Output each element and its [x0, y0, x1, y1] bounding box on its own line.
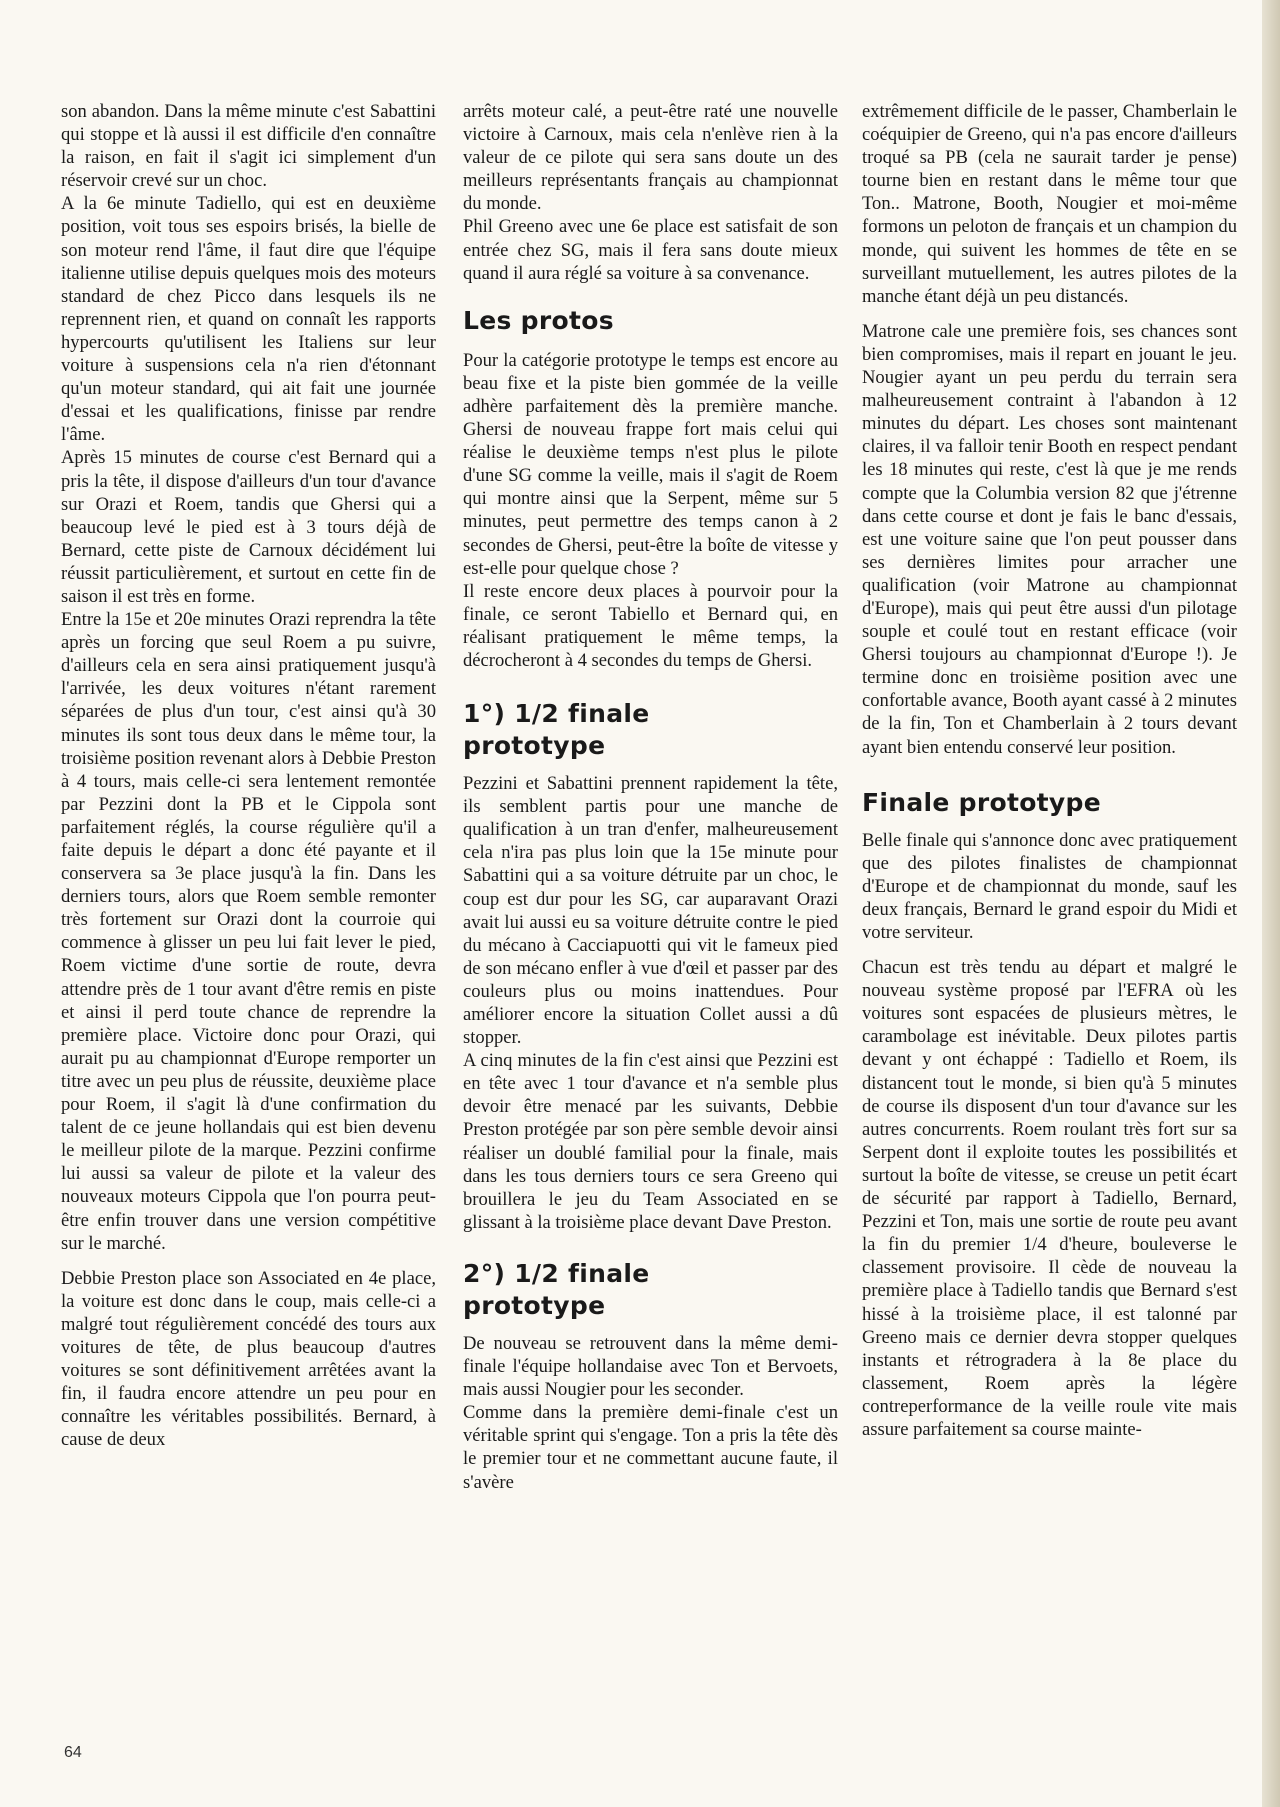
section-heading-protos: Les protos [463, 305, 614, 335]
heading-line: prototype [463, 1290, 606, 1320]
paragraph: son abandon. Dans la même minute c'est Sabattini qui stoppe et là aussi il est difficile d'en connaître la raison, en fait il s'agit ici simplement d'un réservoir crevé sur un choc. [61, 101, 436, 192]
paragraph: Entre la 15e et 20e minutes Orazi reprendra la tête après un forcing que seul Roem a pu suivre, d'ailleurs cela en sera ainsi pratiquement jusqu'à l'arrivée, les deux voitures n'étant rarement séparées de plus d'un tour, c'est ainsi qu'à 30 minutes ils sont tous deux dans le même tour, la troisième position revenant alors à Debbie Preston à 4 tours, mais celle-ci sera lentement remontée par Pezzini dont la PB et le Cippola sont parfaitement réglés, la course régulière qu'il a faite depuis le départ a donc été payante et il conservera sa 3e place jusqu'à la fin. Dans les derniers tours, alors que Roem semble remonter très fortement sur Orazi dont la courroie qui commence à glisser un peu lui fait lever le pied, Roem victime d'une sortie de route, devra attendre près de 1 tour avant d'être remis en piste et ainsi il perd toute chance de reprendre la première place. Victoire donc pour Orazi, qui aurait pu au championnat d'Europe remporter un titre avec un peu plus de réussite, deuxième place pour Roem, il s'agit là d'une confirmation du talent de ce jeune hollandais qui est bien devenu le meilleur pilote de la marque. Pezzini confirme lui aussi sa valeur de pilote et la valeur des nouveaux moteurs Cippola que l'on pourra peut-être enfin trouver dans une version compétitive sur le marché. [61, 609, 436, 1254]
paragraph: Pour la catégorie prototype le temps est encore au beau fixe et la piste bien gommée de la veille adhère parfaitement dès la première manche. Ghersi de nouveau frappe fort mais celui qui réalise le deuxième temps n'est plus le pilote d'une SG comme la veille, mais il s'agit de Roem qui montre ainsi que la Serpent, même sur 5 minutes, peut permettre des temps canon à 2 secondes de Ghersi, peut-être la boîte de vitesse y est-elle pour quelque chose ? [463, 349, 838, 579]
paragraph: A cinq minutes de la fin c'est ainsi que Pezzini est en tête avec 1 tour d'avance et n'a semble plus devoir être menacé par les suivants, Debbie Preston protégée par son père semble devoir ainsi réaliser un doublé familial pour la finale, mais dans les tous derniers tours ce sera Greeno qui brouillera le jeu du Team Associated en se glissant à la troisième place devant Dave Preston. [463, 1050, 838, 1233]
paragraph: Debbie Preston place son Associated en 4e place, la voiture est donc dans le coup, mais celle-ci a malgré tout régulièrement concédé des tours aux voitures de tête, de plus beaucoup d'autres voitures se sont définitivement arrêtées avant la fin, il faudra encore attendre un peu pour en connaître les véritables possibilités. Bernard, à cause de deux [61, 1267, 436, 1451]
section-heading-semi-final-1 [463, 698, 838, 762]
heading-line: 2°) 1/2 finale [463, 1258, 650, 1288]
paragraph: Phil Greeno avec une 6e place est satisfait de son entrée chez SG, mais il fera sans doute mieux quand il aura réglé sa voiture à sa convenance. [463, 216, 838, 284]
paragraph: A la 6e minute Tadiello, qui est en deuxième position, voit tous ses espoirs brisés, la bielle de son moteur rend l'âme, il faut dire que l'équipe italienne utilise depuis quelques mois des moteurs standard de chez Picco dans lesquels ils ne reprennent rien, et quand on connaît les rapports hypercourts qu'utilisent les Italiens sur leur voiture à suspensions cela n'a rien d'étonnant qu'un moteur standard, qui ait fait une journée d'essai et les qualifications, finisse par rendre l'âme. [61, 193, 436, 446]
paragraph: Belle finale qui s'annonce donc avec pratiquement que des pilotes finalistes de championnat d'Europe et de championnat du monde, sauf les deux français, Bernard le grand espoir du Midi et votre serviteur. [862, 829, 1237, 943]
section-heading-finale: Finale prototype [862, 787, 1101, 817]
paragraph: Après 15 minutes de course c'est Bernard qui a pris la tête, il dispose d'ailleurs d'un tour d'avance sur Orazi et Roem, tandis que Ghersi qui a beaucoup levé le pied est à 3 tours déjà de Bernard, cette piste de Carnoux décidément lui réussit particulièrement, et surtout en cette fin de saison il est très en forme. [61, 447, 436, 607]
paragraph: Pezzini et Sabattini prennent rapidement la tête, ils semblent partis pour une manche de qualification à un tran d'enfer, malheureusement cela n'ira pas plus loin que la 15e minute pour Sabattini qui a sa voiture détruite par un choc, le coup est dur pour les SG, car auparavant Orazi avait lui aussi eu sa voiture détruite contre le pied du mécano à Cacciapuotti qui vit le fameux pied de son mécano enfler à vue d'œil et passer par des couleurs plus ou moins inattendues. Pour améliorer encore la situation Collet aussi a dû stopper. [463, 773, 838, 1049]
column-1 [61, 100, 436, 1451]
paragraph: extrêmement difficile de le passer, Chamberlain le coéquipier de Greeno, qui n'a pas encore d'ailleurs troqué sa PB (cela ne saurait tarder je pense) tourne bien en restant dans le même tour que Ton.. Matrone, Booth, Nougier et moi-même formons un peloton de français et un champion du monde, qui suivent les hommes de tête en se surveillant mutuellement, les autres pilotes de la manche étant déjà un peu distancés. [862, 101, 1237, 307]
heading-line: 1°) 1/2 finale [463, 699, 650, 729]
paragraph: arrêts moteur calé, a peut-être raté une nouvelle victoire à Carnoux, mais cela n'enlève rien à la valeur de ce pilote qui sera sans doute un des meilleurs représentants français au championnat du monde. [463, 101, 838, 215]
paragraph: Comme dans la première demi-finale c'est un véritable sprint qui s'engage. Ton a pris la tête dès le premier tour et ne commettant aucune faute, il s'avère [463, 1402, 838, 1493]
paragraph: De nouveau se retrouvent dans la même demi-finale l'équipe hollandaise avec Ton et Bervoets, mais aussi Nougier pour les seconder. [463, 1332, 838, 1401]
paragraph: Chacun est très tendu au départ et malgré le nouveau système proposé par l'EFRA où les voitures sont espacées de plusieurs mètres, le carambolage est inévitable. Deux pilotes partis devant y ont échappé : Tadiello et Roem, ils distancent tout le monde, si bien qu'à 5 minutes de course ils disposent d'un tour d'avance sur les autres concurrents. Roem roulant très fort sur sa Serpent dont il exploite toutes les possibilités et surtout la boîte de vitesse, se creuse un petit écart de sécurité par rapport à Tadiello, Bernard, Pezzini et Ton, mais une sortie de route peu avant la fin du premier 1/4 d'heure, bouleverse le classement provisoire. Il cède de nouveau la première place à Tadiello tandis que Bernard s'est hissé à la troisième place, il est talonné par Greeno mais ce dernier devra stopper quelques instants et rétrogradera à la 8e place du classement, Roem après la légère contreperformance de la veille roule vite mais assure parfaitement sa course mainte- [862, 957, 1237, 1440]
column-3 [862, 100, 1237, 1441]
heading-line: prototype [463, 731, 606, 761]
paragraph: Matrone cale une première fois, ses chances sont bien compromises, mais il repart en jouant le jeu. Nougier ayant un peu perdu du terrain sera malheureusement contraint à l'abandon à 12 minutes du départ. Les choses sont maintenant claires, il va falloir tenir Booth en respect pendant les 18 minutes qui reste, c'est là que je me rends compte que la Columbia version 82 que j'étrenne dans cette course et dont je fais le banc d'essais, est une voiture saine que l'on peut pousser dans ses dernières limites pour arracher une qualification (voir Matrone au championnat d'Europe), mais qui peut être aussi d'un pilotage souple et coulé tout en restant efficace (voir Ghersi toujours au championnat d'Europe !). Je termine donc en troisième position avec une confortable avance, Booth ayant cassé à 2 minutes de la fin, Ton et Chamberlain à 2 tours devant ayant bien entendu conservé leur position. [862, 320, 1237, 758]
column-2 [463, 100, 838, 1494]
section-heading-semi-final-2 [463, 1258, 838, 1322]
paragraph: Il reste encore deux places à pourvoir pour la finale, ce seront Tabiello et Bernard qui, en réalisant pratiquement le même temps, la décrocheront à 4 secondes du temps de Ghersi. [463, 580, 838, 671]
page-number: 64 [64, 1744, 82, 1761]
page-edge-shadow [1262, 0, 1280, 1807]
